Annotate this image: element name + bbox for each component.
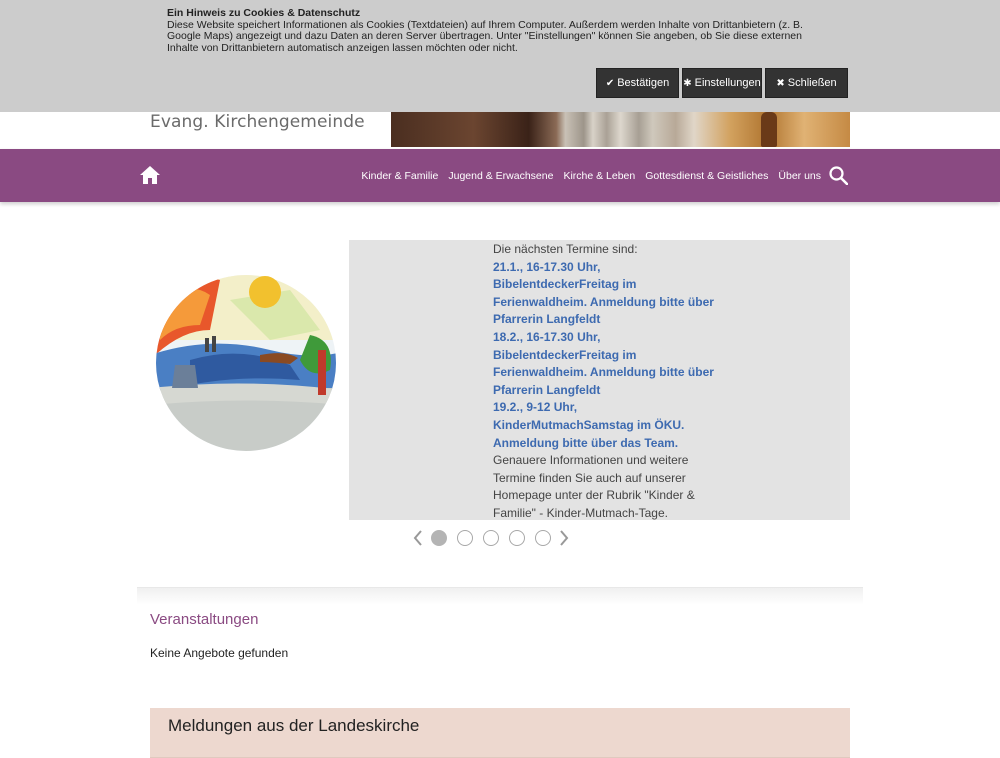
slide-outro: Genauere Informationen und weitere Termine finden Sie auch auf unserer Homepage unter der Rubrik "Kinder & Familie" - Kinder-Mutmach-Tage. (493, 453, 695, 520)
slide-event-3: 19.2., 9-12 Uhr, KinderMutmachSamstag im ÖKU. Anmeldung bitte über das Team. (493, 400, 685, 450)
news-heading: Meldungen aus der Landeskirche (168, 716, 420, 735)
search-icon[interactable] (829, 166, 848, 185)
check-icon: ✔ (605, 77, 615, 89)
site-logo-text[interactable]: Evang. Kirchengemeinde (150, 112, 365, 132)
slider-dot-1[interactable] (431, 530, 447, 546)
confirm-label: Bestätigen (617, 77, 670, 89)
cookie-text-block (167, 8, 827, 55)
slide-image-drawing (150, 270, 342, 455)
slide-event-2: 18.2., 16-17.30 Uhr, BibelentdeckerFreitag im Ferienwaldheim. Anmeldung bitte über Pfarrerin Langfeldt (493, 329, 714, 397)
cookie-buttons (596, 68, 848, 98)
x-icon: ✖ (776, 77, 785, 89)
nav-item-kirche-leben[interactable]: Kirche & Leben (563, 169, 636, 182)
events-heading: Veranstaltungen (150, 611, 259, 628)
header-banner-image (391, 112, 850, 147)
close-label: Schließen (787, 77, 837, 89)
confirm-button[interactable] (596, 68, 679, 98)
nav-item-jugend-erwachsene[interactable]: Jugend & Erwachsene (448, 169, 554, 182)
news-section (150, 708, 850, 758)
settings-button[interactable] (682, 68, 762, 98)
slide-content-panel (349, 240, 850, 520)
cookie-banner (0, 0, 1000, 112)
chevron-left-icon (413, 529, 423, 547)
main-navigation (0, 149, 1000, 202)
nav-item-gottesdienst[interactable]: Gottesdienst & Geistliches (645, 169, 769, 182)
nav-menu (361, 149, 821, 202)
section-divider (137, 587, 863, 605)
cookie-title: Ein Hinweis zu Cookies & Datenschutz (167, 7, 361, 19)
cookie-description: Diese Website speichert Informationen als Cookies (Textdateien) auf Ihrem Computer. Außerdem werden Inhalte von Drittanbietern (z. B. Google Maps) angezeigt und dazu Daten an deren Server übertragen. Unter "Einstellungen" können Sie angeben, ob Sie diese externen Inhalte von Drittanbietern automatisch anzeigen lassen möchten oder nicht. (167, 18, 803, 55)
home-icon[interactable] (140, 166, 160, 184)
next-slide-button[interactable] (556, 528, 572, 548)
gear-icon: ✱ (683, 77, 692, 89)
slide-event-1: 21.1., 16-17.30 Uhr, BibelentdeckerFreitag im Ferienwaldheim. Anmeldung bitte über Pfarrerin Langfeldt (493, 259, 714, 327)
slide-intro: Die nächsten Termine sind: (493, 242, 638, 256)
slider-dot-4[interactable] (509, 530, 525, 546)
banner-decoration (761, 112, 777, 147)
close-button[interactable] (765, 68, 848, 98)
prev-slide-button[interactable] (410, 528, 426, 548)
events-empty-message: Keine Angebote gefunden (150, 646, 289, 660)
slider-dot-2[interactable] (457, 530, 473, 546)
slide-text (493, 241, 718, 523)
slider-controls (410, 528, 572, 548)
settings-label: Einstellungen (694, 77, 761, 89)
slider-dot-5[interactable] (535, 530, 551, 546)
slider-dot-3[interactable] (483, 530, 499, 546)
nav-item-kinder-familie[interactable]: Kinder & Familie (361, 169, 439, 182)
chevron-right-icon (559, 529, 569, 547)
nav-item-ueber-uns[interactable]: Über uns (778, 169, 821, 182)
